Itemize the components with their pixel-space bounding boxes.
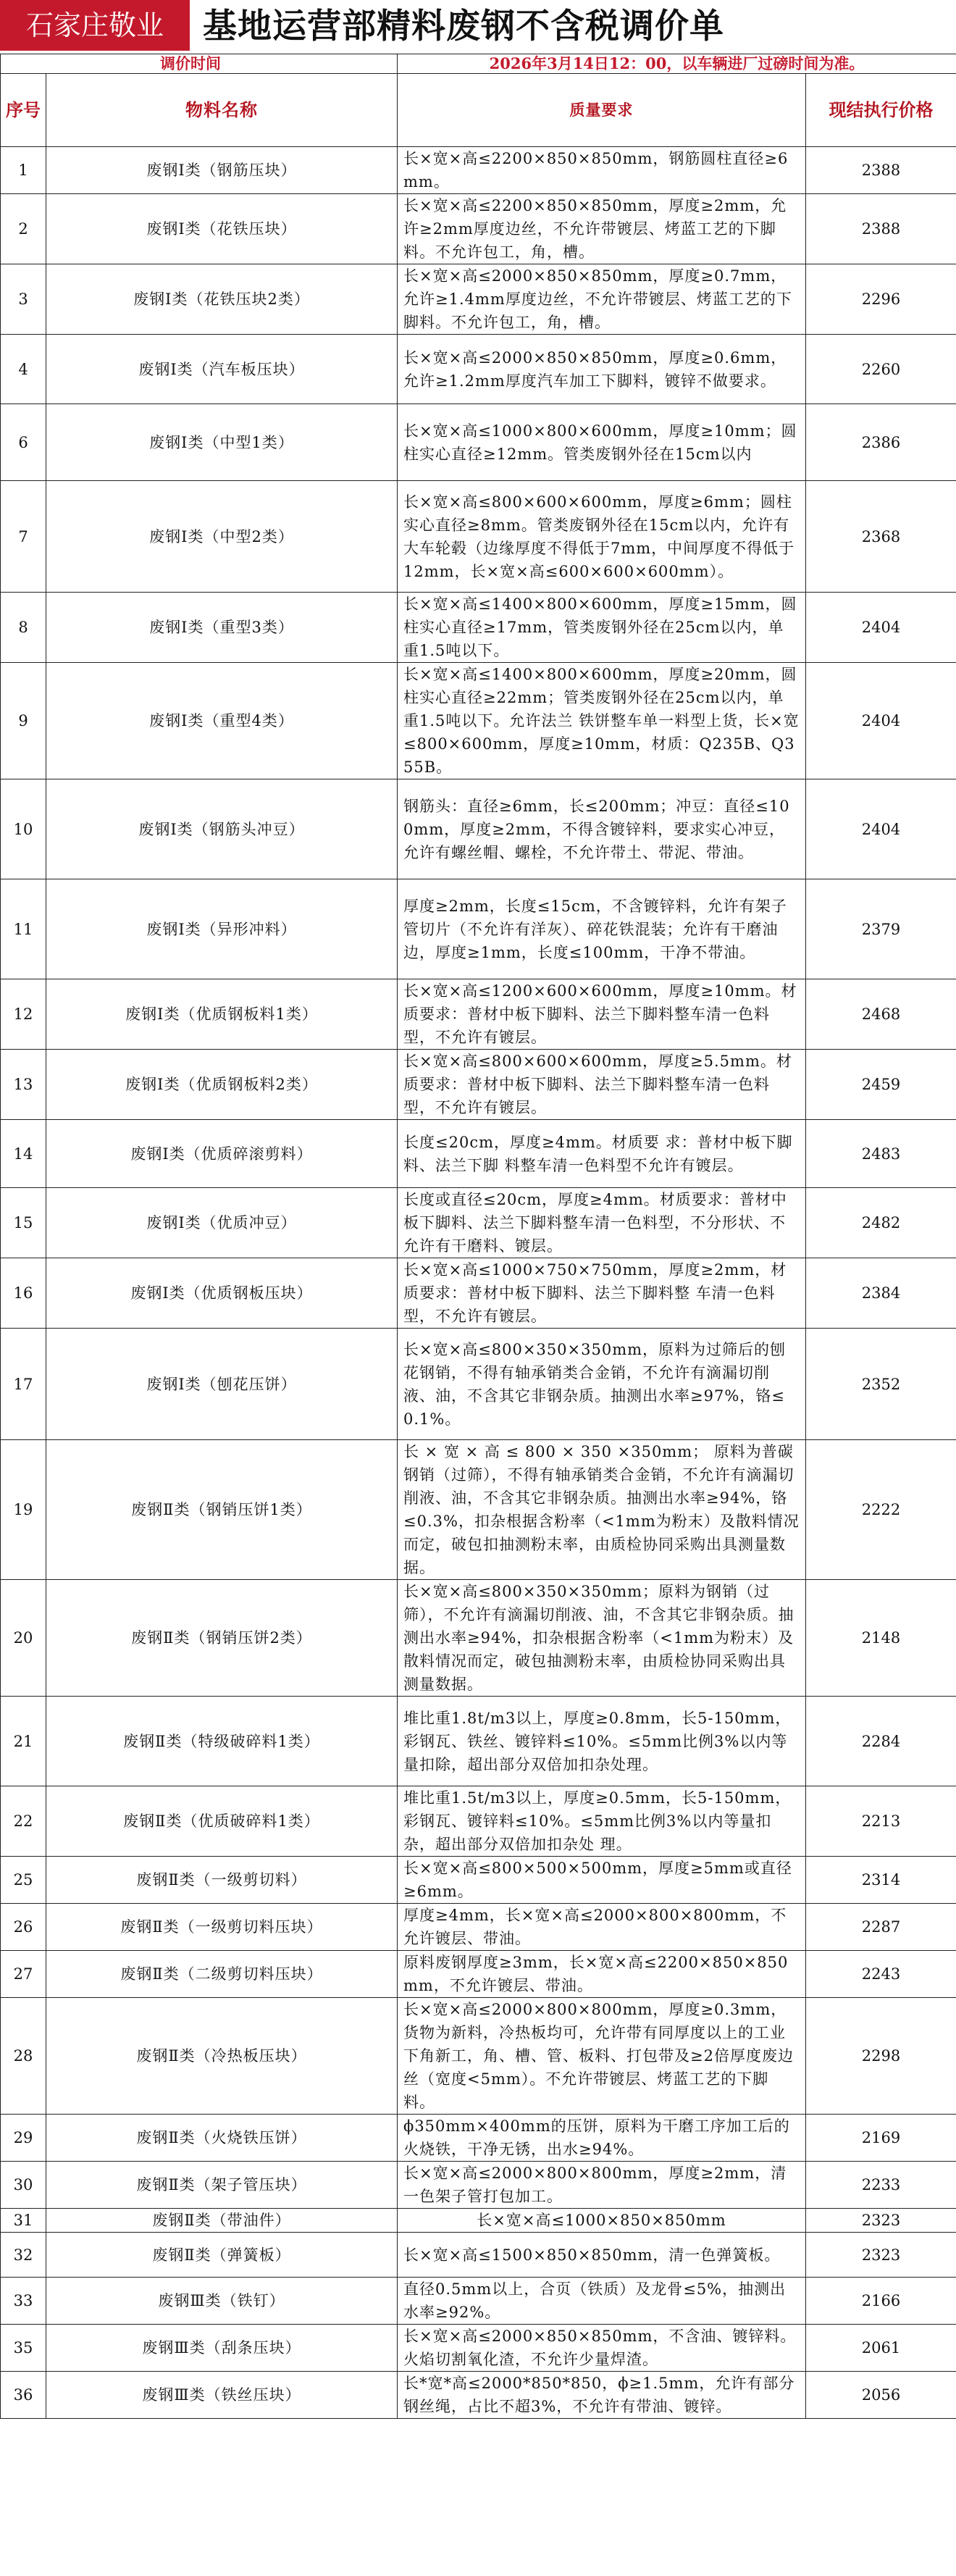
quality-requirement: 长×宽×高≤1400×800×600mm，厚度≥15mm，圆柱实心直径≥17mm，管类废钢外径在25cm以内，单重1.5吨以下。 xyxy=(398,593,806,663)
quality-requirement: 长×宽×高≤2000×800×800mm，厚度≥2mm，清一色架子管打包加工。 xyxy=(398,2162,806,2209)
column-header-quality: 质量要求 xyxy=(398,74,806,147)
row-number: 35 xyxy=(1,2325,46,2372)
row-number: 25 xyxy=(1,1857,46,1904)
material-name: 废钢Ⅰ类（优质冲豆） xyxy=(46,1188,398,1258)
price-cell: 2323 xyxy=(806,2209,956,2233)
quality-requirement: 长×宽×高≤1500×850×850mm，清一色弹簧板。 xyxy=(398,2233,806,2278)
row-number: 11 xyxy=(1,879,46,979)
quality-requirement: 长度或直径≤20cm，厚度≥4mm。材质要求：普材中板下脚料、法兰下脚料整车清一色料型，不分形状、不允许有干磨料、镀层。 xyxy=(398,1188,806,1258)
table-row xyxy=(1,1904,956,1951)
quality-requirement: 长×宽×高≤1000×800×600mm，厚度≥10mm；圆柱实心直径≥12mm。管类废钢外径在15cm以内 xyxy=(398,404,806,481)
table-row xyxy=(1,404,956,481)
price-cell: 2056 xyxy=(806,2372,956,2419)
price-cell: 2260 xyxy=(806,335,956,404)
row-number: 8 xyxy=(1,593,46,663)
material-name: 废钢Ⅱ类（钢销压饼1类） xyxy=(46,1440,398,1580)
quality-requirement: 长×宽×高≤800×600×600mm，厚度≥5.5mm。材质要求：普材中板下脚料、法兰下脚料整车清一色料型，不允许有镀层。 xyxy=(398,1050,806,1120)
table-row xyxy=(1,979,956,1050)
table-row xyxy=(1,264,956,335)
row-number: 2 xyxy=(1,194,46,264)
price-cell: 2284 xyxy=(806,1697,956,1786)
table-row xyxy=(1,147,956,194)
price-cell: 2243 xyxy=(806,1951,956,1998)
material-name: 废钢Ⅰ类（重型3类） xyxy=(46,593,398,663)
quality-requirement: 长×宽×高≤2000×850×850mm，厚度≥0.7mm，允许≥1.4mm厚度边丝，不允许带镀层、烤蓝工艺的下脚料。不允许包工，角，槽。 xyxy=(398,264,806,335)
material-name: 废钢Ⅰ类（钢筋压块） xyxy=(46,147,398,194)
price-cell: 2233 xyxy=(806,2162,956,2209)
row-number: 16 xyxy=(1,1258,46,1329)
company-logo: 石家庄敬业 xyxy=(0,0,190,51)
quality-requirement: 长×宽×高≤2000×850×850mm，不含油、镀锌料。火焰切割氧化渣，不允许少量焊渣。 xyxy=(398,2325,806,2372)
table-row xyxy=(1,1998,956,2115)
row-number: 20 xyxy=(1,1580,46,1697)
price-table xyxy=(0,54,956,2419)
table-row xyxy=(1,2209,956,2233)
material-name: 废钢Ⅰ类（重型4类） xyxy=(46,663,398,779)
table-row xyxy=(1,1786,956,1857)
material-name: 废钢Ⅱ类（特级破碎料1类） xyxy=(46,1697,398,1786)
column-header-name: 物料名称 xyxy=(46,74,398,147)
row-number: 7 xyxy=(1,481,46,593)
table-row xyxy=(1,593,956,663)
row-number: 27 xyxy=(1,1951,46,1998)
table-row xyxy=(1,2278,956,2325)
table-row xyxy=(1,1329,956,1440)
quality-requirement: 直径0.5mm以上，合页（铁质）及龙骨≤5%，抽测出水率≥92%。 xyxy=(398,2278,806,2325)
price-cell: 2404 xyxy=(806,663,956,779)
price-cell: 2323 xyxy=(806,2233,956,2278)
material-name: 废钢Ⅰ类（花铁压块） xyxy=(46,194,398,264)
price-cell: 2468 xyxy=(806,979,956,1050)
price-cell: 2287 xyxy=(806,1904,956,1951)
quality-requirement: 长×宽×高≤800×500×500mm，厚度≥5mm或直径≥6mm。 xyxy=(398,1857,806,1904)
quality-requirement: 长×宽×高≤2000×850×850mm，厚度≥0.6mm，允许≥1.2mm厚度汽车加工下脚料，镀锌不做要求。 xyxy=(398,335,806,404)
material-name: 废钢Ⅰ类（异形冲料） xyxy=(46,879,398,979)
table-row xyxy=(1,335,956,404)
row-number: 26 xyxy=(1,1904,46,1951)
price-cell: 2368 xyxy=(806,481,956,593)
material-name: 废钢Ⅰ类（汽车板压块） xyxy=(46,335,398,404)
material-name: 废钢Ⅱ类（冷热板压块） xyxy=(46,1998,398,2115)
price-cell: 2384 xyxy=(806,1258,956,1329)
quality-requirement: 堆比重1.8t/m3以上，厚度≥0.8mm，长5-150mm，彩钢瓦、铁丝、镀锌料≤10%。≤5mm比例3%以内等量扣除，超出部分双倍加扣杂处理。 xyxy=(398,1697,806,1786)
row-number: 22 xyxy=(1,1786,46,1857)
row-number: 13 xyxy=(1,1050,46,1120)
material-name: 废钢Ⅰ类（刨花压饼） xyxy=(46,1329,398,1440)
quality-requirement: 长×宽×高≤1400×800×600mm，厚度≥20mm，圆柱实心直径≥22mm；管类废钢外径在25cm以内，单重1.5吨以下。允许法兰 铁饼整车单一料型上货，长×宽≤800×600mm，厚度≥10mm，材质：Q235B、Q355B。 xyxy=(398,663,806,779)
quality-requirement: 长×宽×高≤2200×850×850mm，厚度≥2mm，允许≥2mm厚度边丝，不允许带镀层、烤蓝工艺的下脚料。不允许包工，角，槽。 xyxy=(398,194,806,264)
price-cell: 2298 xyxy=(806,1998,956,2115)
quality-requirement: 长度≤20cm，厚度≥4mm。材质要 求：普材中板下脚料、法兰下脚 料整车清一色料型不允许有镀层。 xyxy=(398,1120,806,1188)
page-title: 基地运营部精料废钢不含税调价单 xyxy=(203,7,724,46)
material-name: 废钢Ⅰ类（优质钢板料1类） xyxy=(46,979,398,1050)
price-cell: 2314 xyxy=(806,1857,956,1904)
material-name: 废钢Ⅱ类（一级剪切料） xyxy=(46,1857,398,1904)
row-number: 10 xyxy=(1,779,46,879)
quality-requirement: 长×宽×高≤1000×850×850mm xyxy=(398,2209,806,2233)
row-number: 19 xyxy=(1,1440,46,1580)
price-cell: 2482 xyxy=(806,1188,956,1258)
price-cell: 2148 xyxy=(806,1580,956,1697)
quality-requirement: 长 × 宽 × 高 ≤ 800 × 350 ×350mm； 原料为普碳钢销（过筛），不得有轴承销类合金销，不允许有滴漏切削液、油，不含其它非钢杂质。抽测出水率≥94%，铬≤0.3%，扣杂根据含粉率（<1mm为粉末）及散料情况而定，破包扣抽测粉末率，由质检协同采购出具测量数据。 xyxy=(398,1440,806,1580)
price-cell: 2061 xyxy=(806,2325,956,2372)
table-header-row xyxy=(1,74,956,147)
table-row xyxy=(1,1697,956,1786)
price-cell: 2166 xyxy=(806,2278,956,2325)
price-cell: 2169 xyxy=(806,2115,956,2162)
quality-requirement: 长×宽×高≤800×350×350mm，原料为过筛后的刨花钢销，不得有轴承销类合金销，不允许有滴漏切削液、油，不含其它非钢杂质。抽测出水率≥97%，铬≤0.1%。 xyxy=(398,1329,806,1440)
price-cell: 2483 xyxy=(806,1120,956,1188)
quality-requirement: 长×宽×高≤2200×850×850mm，钢筋圆柱直径≥6mm。 xyxy=(398,147,806,194)
row-number: 4 xyxy=(1,335,46,404)
row-number: 32 xyxy=(1,2233,46,2278)
table-row xyxy=(1,481,956,593)
quality-requirement: 厚度≥2mm，长度≤15cm，不含镀锌料，允许有架子管切片（不允许有洋灰）、碎花铁混装；允许有干磨油边，厚度≥1mm，长度≤100mm，干净不带油。 xyxy=(398,879,806,979)
material-name: 废钢Ⅱ类（二级剪切料压块） xyxy=(46,1951,398,1998)
material-name: 废钢Ⅱ类（钢销压饼2类） xyxy=(46,1580,398,1697)
table-row xyxy=(1,663,956,779)
adjustment-time-label: 调价时间 xyxy=(1,54,398,74)
table-row xyxy=(1,2325,956,2372)
table-row xyxy=(1,879,956,979)
price-cell: 2388 xyxy=(806,147,956,194)
table-row xyxy=(1,194,956,264)
price-cell: 2213 xyxy=(806,1786,956,1857)
row-number: 6 xyxy=(1,404,46,481)
table-row xyxy=(1,1857,956,1904)
table-row xyxy=(1,2372,956,2419)
quality-requirement: 原料废钢厚度≥3mm，长×宽×高≤2200×850×850mm，不允许镀层、带油。 xyxy=(398,1951,806,1998)
column-header-price: 现结执行价格 xyxy=(806,74,956,147)
material-name: 废钢Ⅱ类（带油件） xyxy=(46,2209,398,2233)
material-name: 废钢Ⅰ类（花铁压块2类） xyxy=(46,264,398,335)
material-name: 废钢Ⅰ类（优质碎滚剪料） xyxy=(46,1120,398,1188)
price-cell: 2388 xyxy=(806,194,956,264)
quality-requirement: 长×宽×高≤2000×800×800mm，厚度≥0.3mm，货物为新料，冷热板均可，允许带有同厚度以上的工业下角新工，角、槽、管、板料、打包带及≥2倍厚度废边丝（宽度<5mm）。不允许带镀层、烤蓝工艺的下脚料。 xyxy=(398,1998,806,2115)
quality-requirement: 厚度≥4mm，长×宽×高≤2000×800×800mm，不允许镀层、带油。 xyxy=(398,1904,806,1951)
material-name: 废钢Ⅱ类（优质破碎料1类） xyxy=(46,1786,398,1857)
price-cell: 2352 xyxy=(806,1329,956,1440)
row-number: 29 xyxy=(1,2115,46,2162)
row-number: 14 xyxy=(1,1120,46,1188)
row-number: 12 xyxy=(1,979,46,1050)
material-name: 废钢Ⅰ类（优质钢板料2类） xyxy=(46,1050,398,1120)
table-row xyxy=(1,1951,956,1998)
table-row xyxy=(1,1050,956,1120)
quality-requirement: ϕ350mm×400mm的压饼，原料为干磨工序加工后的火烧铁，干净无锈，出水≥94%。 xyxy=(398,2115,806,2162)
header-bar xyxy=(0,0,956,54)
quality-requirement: 长×宽×高≤1000×750×750mm，厚度≥2mm，材质要求：普材中板下脚料、法兰下脚料整 车清一色料型，不允许有镀层。 xyxy=(398,1258,806,1329)
quality-requirement: 长×宽×高≤1200×600×600mm，厚度≥10mm。材质要求：普材中板下脚料、法兰下脚料整车清一色料型，不允许有镀层。 xyxy=(398,979,806,1050)
material-name: 废钢Ⅱ类（一级剪切料压块） xyxy=(46,1904,398,1951)
quality-requirement: 长×宽×高≤800×600×600mm，厚度≥6mm；圆柱实心直径≥8mm。管类废钢外径在15cm以内，允许有大车轮毂（边缘厚度不得低于7mm，中间厚度不得低于12mm，长×宽×高≤600×600×600mm）。 xyxy=(398,481,806,593)
material-name: 废钢Ⅰ类（优质钢板压块） xyxy=(46,1258,398,1329)
table-row xyxy=(1,1440,956,1580)
material-name: 废钢Ⅱ类（弹簧板） xyxy=(46,2233,398,2278)
column-header-no: 序号 xyxy=(1,74,46,147)
row-number: 30 xyxy=(1,2162,46,2209)
material-name: 废钢Ⅲ类（刮条压块） xyxy=(46,2325,398,2372)
table-row xyxy=(1,779,956,879)
price-cell: 2379 xyxy=(806,879,956,979)
price-cell: 2459 xyxy=(806,1050,956,1120)
table-row xyxy=(1,2162,956,2209)
row-number: 21 xyxy=(1,1697,46,1786)
quality-requirement: 钢筋头：直径≥6mm，长≤200mm；冲豆：直径≤100mm，厚度≥2mm，不得含镀锌料，要求实心冲豆，允许有螺丝帽、螺栓，不允许带土、带泥、带油。 xyxy=(398,779,806,879)
quality-requirement: 长*宽*高≤2000*850*850，ϕ≥1.5mm，允许有部分钢丝绳，占比不超3%，不允许有带油、镀锌。 xyxy=(398,2372,806,2419)
material-name: 废钢Ⅰ类（中型1类） xyxy=(46,404,398,481)
price-cell: 2404 xyxy=(806,779,956,879)
price-cell: 2296 xyxy=(806,264,956,335)
table-row xyxy=(1,2233,956,2278)
table-row xyxy=(1,2115,956,2162)
row-number: 33 xyxy=(1,2278,46,2325)
quality-requirement: 堆比重1.5t/m3以上，厚度≥0.5mm，长5-150mm，彩钢瓦、镀锌料≤10%。≤5mm比例3%以内等量扣杂，超出部分双倍加扣杂处 理。 xyxy=(398,1786,806,1857)
table-row xyxy=(1,1258,956,1329)
price-cell: 2386 xyxy=(806,404,956,481)
row-number: 15 xyxy=(1,1188,46,1258)
material-name: 废钢Ⅰ类（中型2类） xyxy=(46,481,398,593)
quality-requirement: 长×宽×高≤800×350×350mm；原料为钢销（过筛），不允许有滴漏切削液、油，不含其它非钢杂质。抽测出水率≥94%，扣杂根据含粉率（<1mm为粉末）及散料情况而定，破包抽测粉末率，由质检协同采购出具测量数据。 xyxy=(398,1580,806,1697)
material-name: 废钢Ⅰ类（钢筋头冲豆） xyxy=(46,779,398,879)
table-row xyxy=(1,1188,956,1258)
row-number: 9 xyxy=(1,663,46,779)
adjustment-time-value: 2026年3月14日12：00，以车辆进厂过磅时间为准。 xyxy=(398,54,956,74)
material-name: 废钢Ⅲ类（铁钉） xyxy=(46,2278,398,2325)
table-row xyxy=(1,1580,956,1697)
row-number: 28 xyxy=(1,1998,46,2115)
row-number: 1 xyxy=(1,147,46,194)
table-row xyxy=(1,1120,956,1188)
row-number: 17 xyxy=(1,1329,46,1440)
price-cell: 2222 xyxy=(806,1440,956,1580)
price-cell: 2404 xyxy=(806,593,956,663)
row-number: 31 xyxy=(1,2209,46,2233)
row-number: 3 xyxy=(1,264,46,335)
material-name: 废钢Ⅱ类（火烧铁压饼） xyxy=(46,2115,398,2162)
material-name: 废钢Ⅲ类（铁丝压块） xyxy=(46,2372,398,2419)
adjustment-time-row xyxy=(1,54,956,74)
row-number: 36 xyxy=(1,2372,46,2419)
material-name: 废钢Ⅱ类（架子管压块） xyxy=(46,2162,398,2209)
